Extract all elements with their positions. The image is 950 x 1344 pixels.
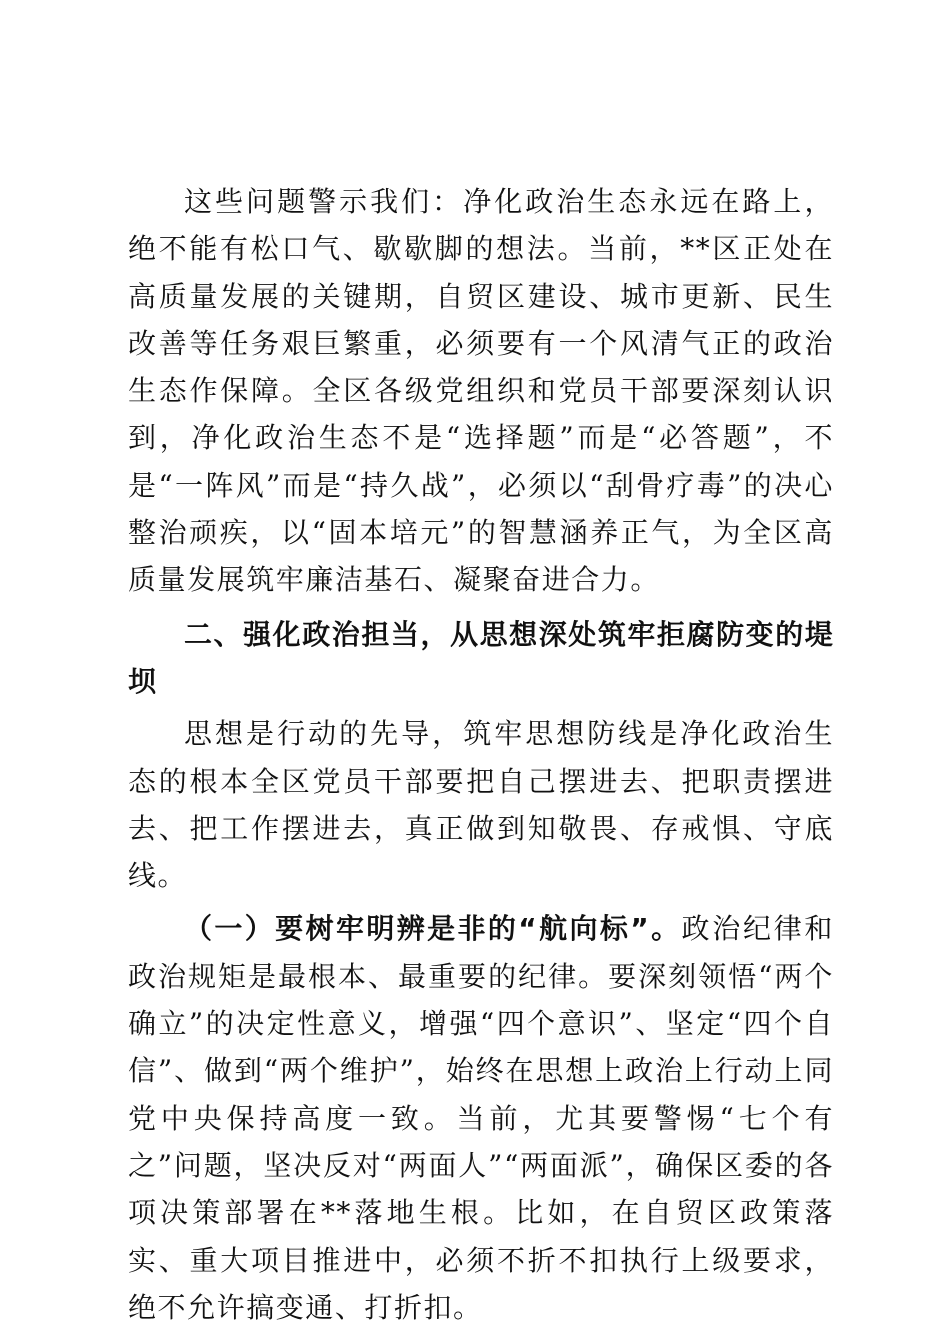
section-heading-2: 二、强化政治担当，从思想深处筑牢拒腐防变的堤坝 [128,617,834,698]
paragraph-ideology: 思想是行动的先导，筑牢思想防线是净化政治生态的根本全区党员干部要把自己摆进去、把职责摆进去、把工作摆进去，真正做到知敬畏、存戒惧、守底线。 [128,717,834,893]
subsection-1-body: 政治纪律和政治规矩是最根本、最重要的纪律。要深刻领悟“两个确立”的决定性意义，增强“四个意识”、坚定“四个自信”、做到“两个维护”，始终在思想上政治上行动上同党中央保持高度一致。当前，尤其要警惕“七个有之”问题，坚决反对“两面人”“两面派”，确保区委的各项决策部署在**落地生根。比如，在自贸区政策落实、重大项目推进中，必须不折不扣执行上级要求，绝不允许搞变通、打折扣。 [128,912,834,1324]
subsection-1-lead: （一）要树牢明辨是非的“航向标”。 [184,912,682,946]
paragraph-subsection-1 [128,905,834,1331]
document-body [128,178,834,1331]
paragraph-warning: 这些问题警示我们：净化政治生态永远在路上，绝不能有松口气、歇歇脚的想法。当前，**区正处在高质量发展的关键期，自贸区建设、城市更新、民生改善等任务艰巨繁重，必须要有一个风清气正的政治生态作保障。全区各级党组织和党员干部要深刻认识到，净化政治生态不是“选择题”而是“必答题”，不是“一阵风”而是“持久战”，必须以“刮骨疗毒”的决心整治顽疾，以“固本培元”的智慧涵养正气，为全区高质量发展筑牢廉洁基石、凝聚奋进合力。 [128,185,834,597]
